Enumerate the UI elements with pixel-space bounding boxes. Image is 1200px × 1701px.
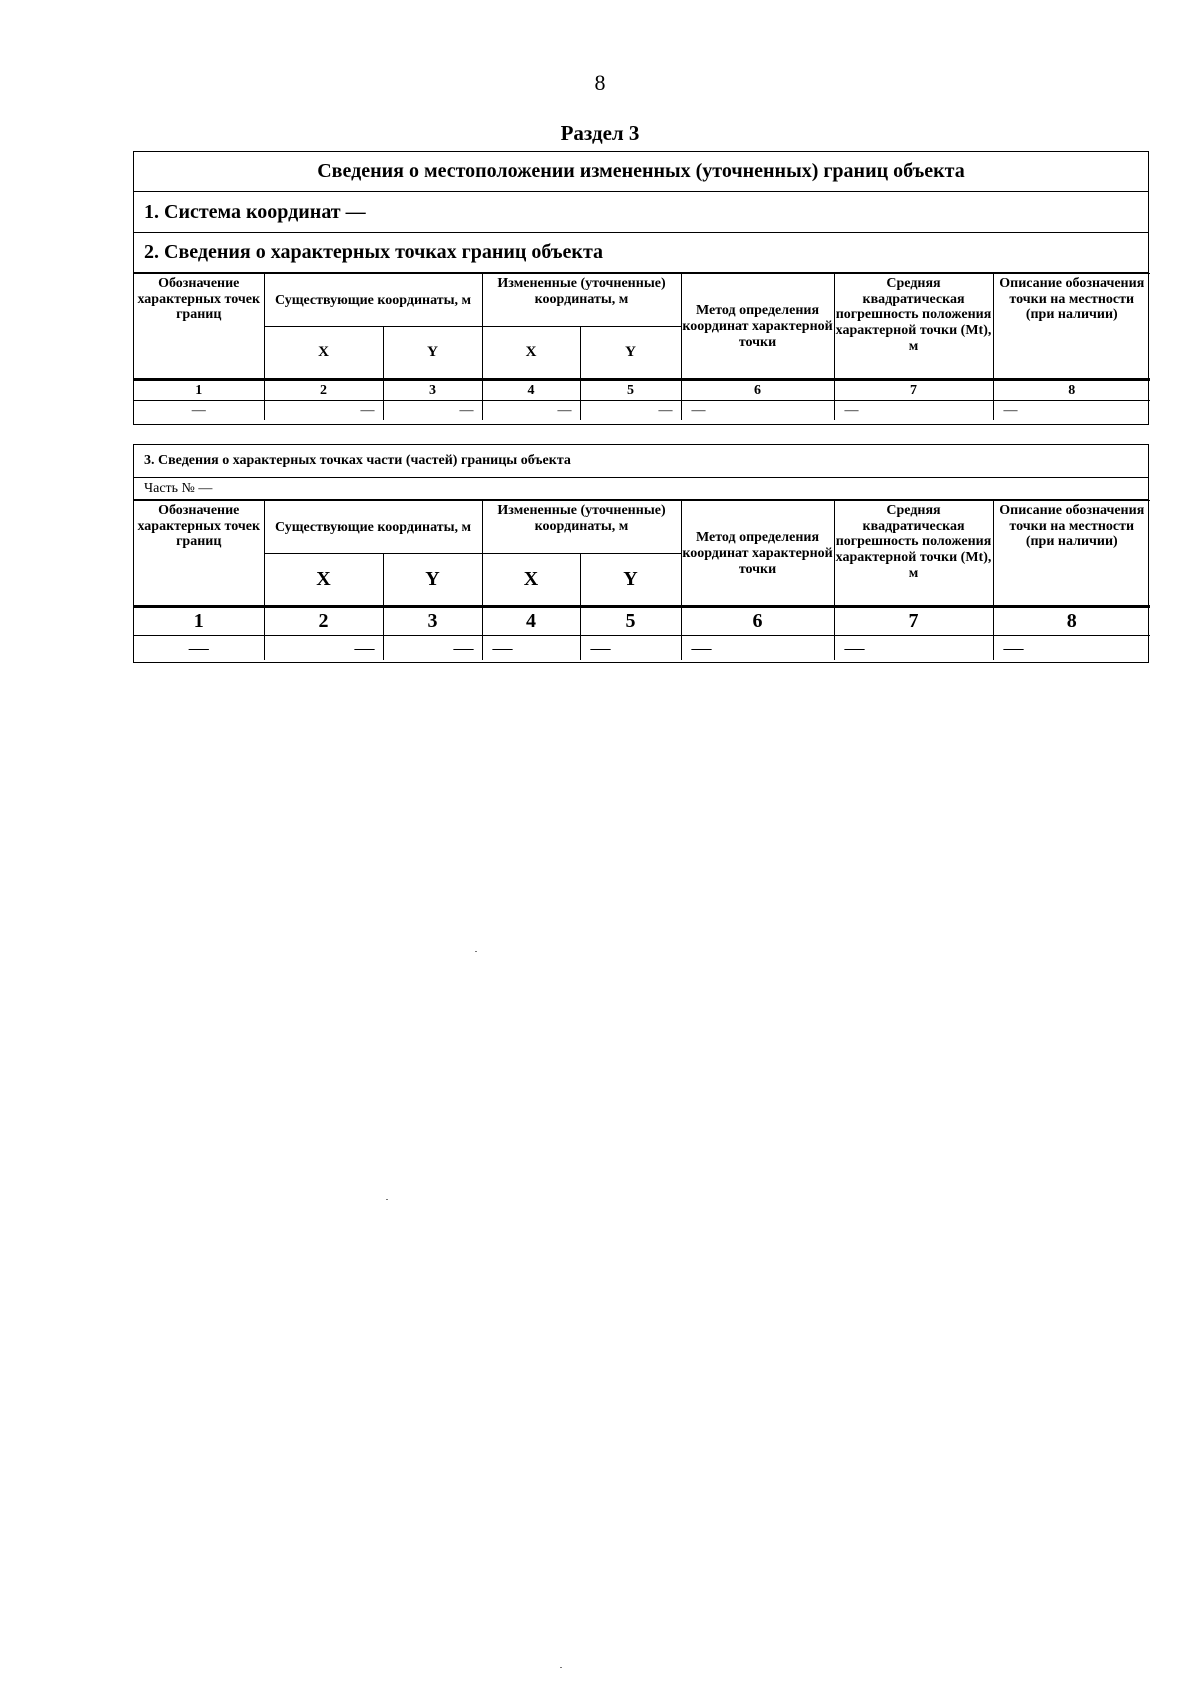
column-number: 7 <box>834 380 993 401</box>
header-existing-coords: Существующие координаты, м <box>264 274 482 327</box>
table-cell: — <box>134 401 264 421</box>
header-description: Описание обозначения точки на местности (при наличии) <box>993 501 1150 607</box>
header-designation: Обозначение характерных точек границ <box>134 501 264 607</box>
table-row <box>134 636 1150 661</box>
table-cell: — <box>383 401 482 421</box>
part-number: Часть № — <box>134 478 1148 500</box>
column-number: 2 <box>264 380 383 401</box>
table-cell: — <box>681 401 834 421</box>
column-number: 6 <box>681 380 834 401</box>
table-cell: — <box>482 636 580 661</box>
scan-speck <box>386 1199 388 1200</box>
header-changed-x: X <box>482 327 580 380</box>
column-number: 3 <box>383 607 482 636</box>
column-number: 2 <box>264 607 383 636</box>
header-changed-coords: Измененные (уточненные) координаты, м <box>482 501 681 554</box>
table-row <box>134 401 1150 421</box>
header-mean-error: Средняя квадратическая погрешность положения характерной точки (Mt), м <box>834 501 993 607</box>
scan-speck <box>560 1667 562 1668</box>
header-changed-y: Y <box>580 327 681 380</box>
block-title: Сведения о местоположении измененных (уточненных) границ объекта <box>134 152 1148 192</box>
table-cell: — <box>383 636 482 661</box>
scan-speck <box>475 951 477 952</box>
table-cell: — <box>580 636 681 661</box>
header-designation: Обозначение характерных точек границ <box>134 274 264 380</box>
table-cell: — <box>993 636 1150 661</box>
column-number: 5 <box>580 607 681 636</box>
column-number: 6 <box>681 607 834 636</box>
part-points-title: 3. Сведения о характерных точках части (частей) границы объекта <box>134 445 1148 478</box>
header-changed-coords: Измененные (уточненные) координаты, м <box>482 274 681 327</box>
header-method: Метод определения координат характерной точки <box>681 274 834 380</box>
column-number: 8 <box>993 607 1150 636</box>
header-existing-x: X <box>264 554 383 607</box>
page-number: 8 <box>594 70 606 95</box>
column-number: 8 <box>993 380 1150 401</box>
header-method: Метод определения координат характерной точки <box>681 501 834 607</box>
section-title: Раздел 3 <box>560 121 640 145</box>
header-existing-y: Y <box>383 327 482 380</box>
header-mean-error: Средняя квадратическая погрешность положения характерной точки (Mt), м <box>834 274 993 380</box>
part-points-table <box>134 500 1150 660</box>
boundary-location-block <box>133 151 1149 425</box>
column-number: 5 <box>580 380 681 401</box>
points-table <box>134 273 1150 420</box>
header-changed-x: X <box>482 554 580 607</box>
column-number: 4 <box>482 607 580 636</box>
table-cell: — <box>834 636 993 661</box>
points-section-title: 2. Сведения о характерных точках границ объекта <box>134 233 1148 273</box>
column-number: 3 <box>383 380 482 401</box>
table-cell: — <box>993 401 1150 421</box>
header-existing-coords: Существующие координаты, м <box>264 501 482 554</box>
table-cell: — <box>134 636 264 661</box>
table-cell: — <box>580 401 681 421</box>
coordinate-system: 1. Система координат — <box>134 192 1148 233</box>
column-number: 7 <box>834 607 993 636</box>
table-cell: — <box>681 636 834 661</box>
table-cell: — <box>482 401 580 421</box>
table-cell: — <box>264 636 383 661</box>
header-description: Описание обозначения точки на местности (при наличии) <box>993 274 1150 380</box>
part-points-block <box>133 444 1149 663</box>
table-cell: — <box>264 401 383 421</box>
header-existing-y: Y <box>383 554 482 607</box>
table-cell: — <box>834 401 993 421</box>
column-number: 4 <box>482 380 580 401</box>
header-changed-y: Y <box>580 554 681 607</box>
header-existing-x: X <box>264 327 383 380</box>
column-number: 1 <box>134 607 264 636</box>
column-number: 1 <box>134 380 264 401</box>
